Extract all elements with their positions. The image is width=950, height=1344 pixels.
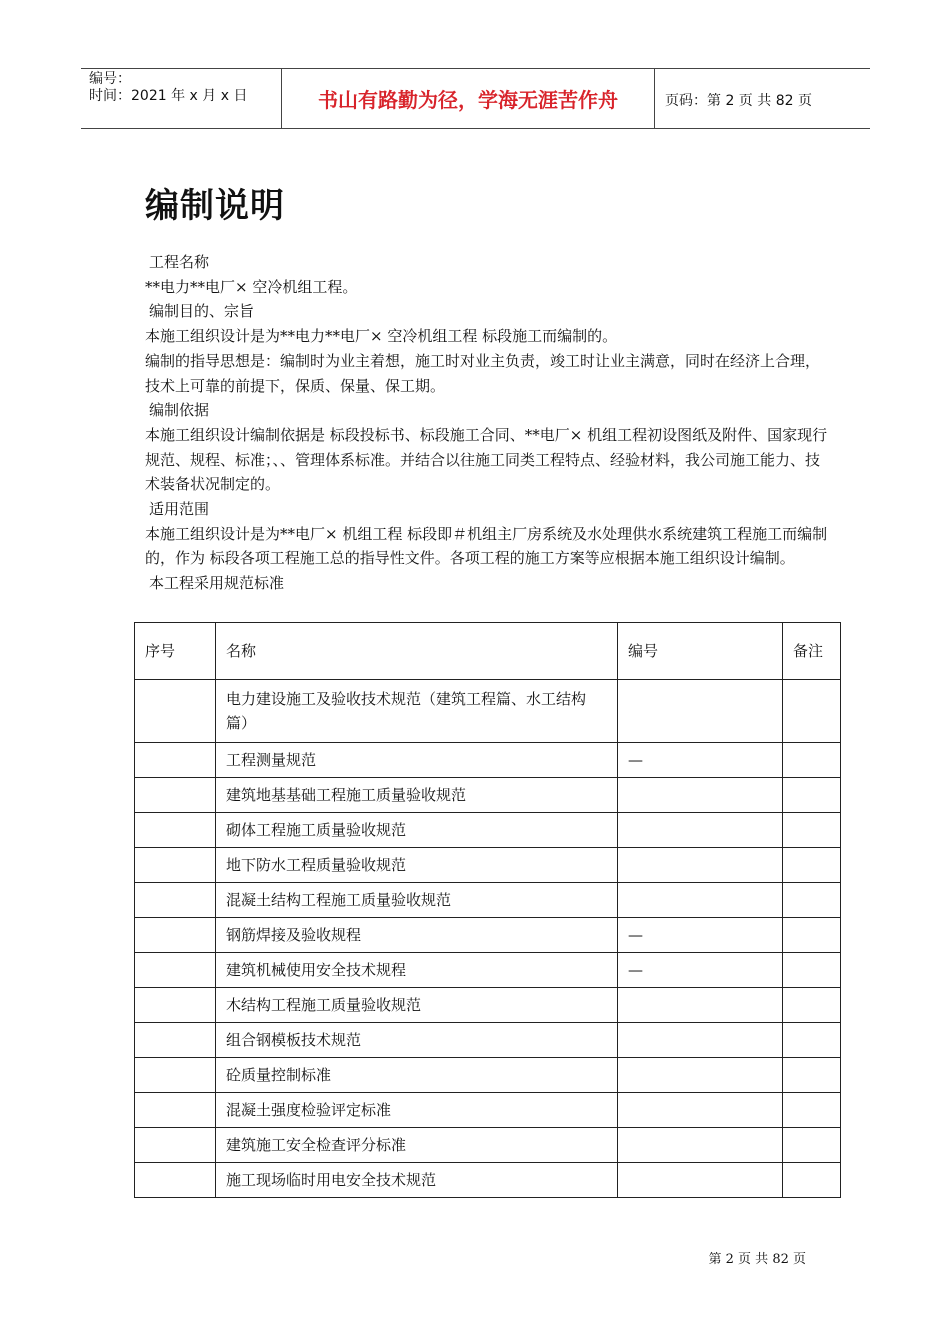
cell-seq [135,918,216,953]
cell-note [783,953,841,988]
cell-code [618,988,783,1023]
table-row [135,778,841,813]
table-row [135,813,841,848]
cell-name: 混凝土强度检验评定标准 [216,1093,618,1128]
cell-seq [135,1023,216,1058]
page-footer: 第 2 页 共 82 页 [708,1252,806,1267]
cell-note [783,1128,841,1163]
column-header-name: 名称 [216,623,618,680]
cell-note [783,1163,841,1198]
cell-code [618,778,783,813]
cell-seq [135,848,216,883]
time-label: 时间：2021 年 x 月 x 日 [89,88,248,104]
cell-name: 电力建设施工及验收技术规范（建筑工程篇、水工结构篇） [216,680,618,743]
cell-code: — [618,743,783,778]
number-label: 编号： [89,71,131,87]
cell-code [618,1058,783,1093]
cell-seq [135,680,216,743]
column-header-note: 备注 [783,623,841,680]
cell-code [618,883,783,918]
cell-code [618,1163,783,1198]
section-heading: 工程名称 [149,253,210,271]
column-header-code: 编号 [618,623,783,680]
table-row [135,680,841,743]
cell-seq [135,743,216,778]
page-header [81,68,870,129]
cell-name: 施工现场临时用电安全技术规范 [216,1163,618,1198]
header-divider [654,69,655,128]
column-header-seq: 序号 [135,623,216,680]
cell-seq [135,1163,216,1198]
header-info [89,71,247,105]
cell-note [783,743,841,778]
cell-code [618,813,783,848]
cell-name: 砌体工程施工质量验收规范 [216,813,618,848]
cell-name: 钢筋焊接及验收规程 [216,918,618,953]
cell-note [783,988,841,1023]
table-row [135,988,841,1023]
cell-name: 工程测量规范 [216,743,618,778]
cell-seq [135,1093,216,1128]
cell-name: 建筑地基基础工程施工质量验收规范 [216,778,618,813]
section-heading: 适用范围 [149,500,210,519]
table-row [135,743,841,778]
table-row [135,1093,841,1128]
table-row [135,883,841,918]
cell-note [783,848,841,883]
document-body [145,250,830,596]
cell-seq [135,1128,216,1163]
cell-code [618,680,783,743]
cell-name: 木结构工程施工质量验收规范 [216,988,618,1023]
cell-note [783,1058,841,1093]
cell-seq [135,883,216,918]
cell-note [783,1093,841,1128]
cell-code: — [618,918,783,953]
paragraph: 本施工组织设计编制依据是 标段投标书、标段施工合同、**电厂× 机组工程初设图纸及附件、国家现行规范、规程、标准；、、管理体系标准。并结合以往施工同类工程特点、经验材料，我公司施工能力、技术装备状况制定的。 [145,425,828,494]
table-row [135,918,841,953]
cell-note [783,813,841,848]
cell-code [618,1023,783,1058]
table-row [135,1128,841,1163]
cell-code [618,848,783,883]
table-row [135,848,841,883]
cell-name: 砼质量控制标准 [216,1058,618,1093]
header-page-number: 页码：第 2 页 共 82 页 [665,93,812,109]
paragraph: 本施工组织设计是为**电厂× 机组工程 标段即＃机组主厂房系统及水处理供水系统建筑工程施工而编制的，作为 标段各项工程施工总的指导性文件。各项工程的施工方案等应根据本施工组织设计编制。 [145,524,828,568]
cell-name: 建筑机械使用安全技术规程 [216,953,618,988]
cell-seq [135,778,216,813]
section-heading: 本工程采用规范标准 [149,574,285,593]
paragraph: **电力**电厂× 空冷机组工程。 [145,277,358,296]
table-row [135,1058,841,1093]
cell-note [783,883,841,918]
table-row [135,1163,841,1198]
cell-name: 地下防水工程质量验收规范 [216,848,618,883]
cell-seq [135,1058,216,1093]
cell-seq [135,988,216,1023]
section-heading: 编制依据 [149,401,210,420]
cell-name: 建筑施工安全检查评分标准 [216,1128,618,1163]
cell-name: 组合钢模板技术规范 [216,1023,618,1058]
cell-code [618,1128,783,1163]
cell-seq [135,953,216,988]
paragraph: 编制的指导思想是：编制时为业主着想，施工时对业主负责，竣工时让业主满意，同时在经济上合理，技术上可靠的前提下，保质、保量、保工期。 [145,351,821,395]
cell-seq [135,813,216,848]
section-heading: 编制目的、宗旨 [149,302,255,321]
table-header-row [135,623,841,680]
cell-note [783,778,841,813]
standards-table [134,622,841,1198]
cell-note [783,1023,841,1058]
header-motto: 书山有路勤为径，学海无涯苦作舟 [318,88,618,112]
page-title: 编制说明 [145,186,285,226]
paragraph: 本施工组织设计是为**电力**电厂× 空冷机组工程 标段施工而编制的。 [145,327,618,346]
cell-code [618,1093,783,1128]
cell-note [783,918,841,953]
table-row [135,953,841,988]
table-row [135,1023,841,1058]
cell-note [783,680,841,743]
cell-name: 混凝土结构工程施工质量验收规范 [216,883,618,918]
cell-code: — [618,953,783,988]
